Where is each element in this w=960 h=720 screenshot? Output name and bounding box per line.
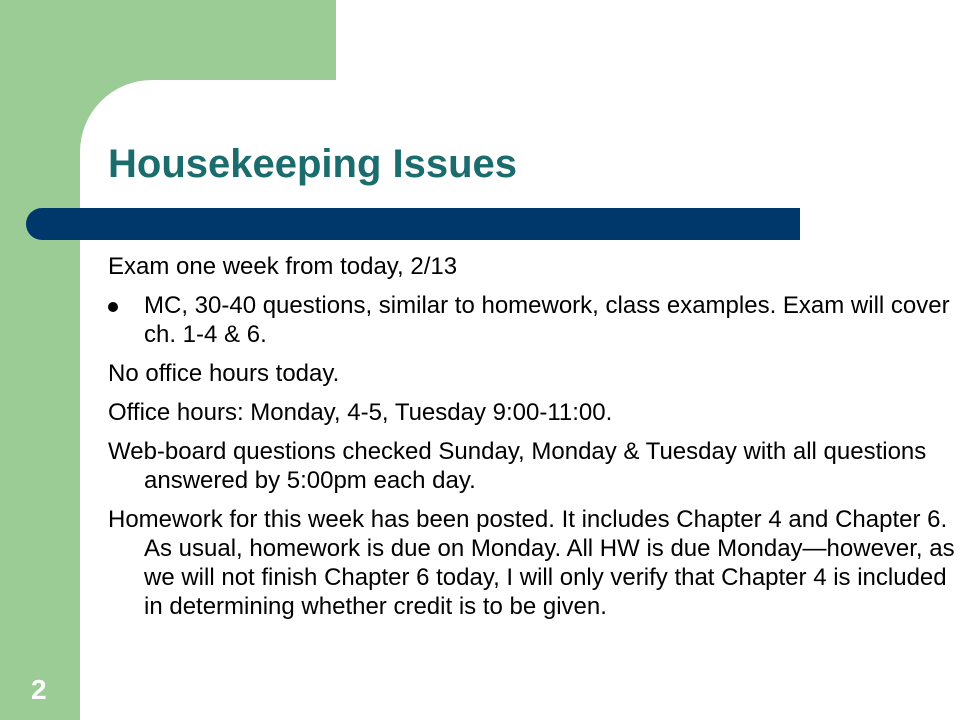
body-item-homework: Homework for this week has been posted. It includes Chapter 4 and Chapter 6. As usual, homework is due on Monday. All HW is due Monday—however, as we will not finish Chapter 6 today, I will only verify that Chapter 4 is included in determining whether credit is to be given. (108, 506, 955, 620)
body-item-web-board: Web-board questions checked Sunday, Monday & Tuesday with all questions answered by 5:00pm each day. (108, 438, 927, 494)
bullet-item-exam-details (108, 291, 958, 349)
bullet-item-text: MC, 30-40 questions, similar to homework, class examples. Exam will cover ch. 1-4 & 6. (144, 292, 950, 348)
bullet-dot-icon (108, 302, 118, 312)
body-item-exam: Exam one week from today, 2/13 (108, 253, 458, 280)
title-underline-bar (26, 208, 800, 240)
slide-body (108, 252, 958, 631)
page-number: 2 (31, 674, 47, 705)
body-item-office-hours: Office hours: Monday, 4-5, Tuesday 9:00-11:00. (108, 399, 613, 426)
slide-title: Housekeeping Issues (108, 142, 518, 186)
body-item-no-office-hours: No office hours today. (108, 360, 340, 387)
